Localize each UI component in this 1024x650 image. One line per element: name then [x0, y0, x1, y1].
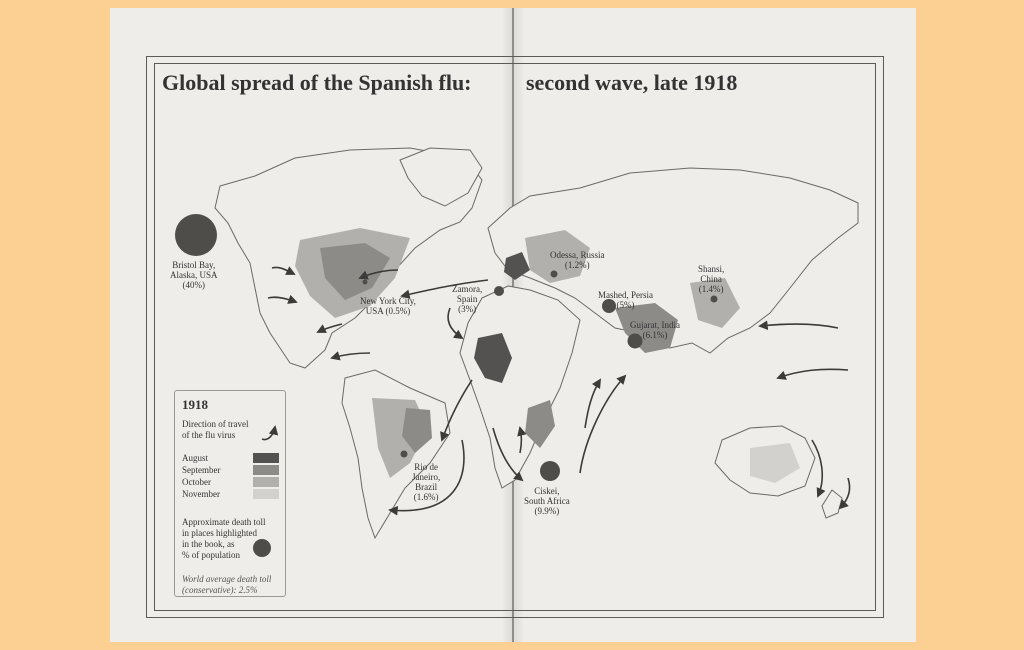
label-odessa: Odessa, Russia (1.2%)	[550, 250, 605, 270]
land-new-zealand	[822, 490, 842, 518]
arrow-to-madagascar	[585, 380, 600, 428]
map-legend	[174, 390, 286, 597]
landmasses	[215, 148, 858, 538]
legend-death-toll-dot	[253, 539, 271, 557]
arrow-to-india	[580, 376, 625, 473]
marker-new-york	[363, 280, 368, 285]
marker-odessa	[551, 271, 558, 278]
map-title-right: second wave, late 1918	[526, 70, 738, 95]
label-shansi: Shansi, China (1.4%)	[698, 264, 725, 294]
arrow-to-caribbean	[332, 353, 370, 358]
legend-month-november: November	[182, 489, 220, 499]
legend-swatch-august	[253, 453, 279, 463]
marker-ciskei	[540, 461, 560, 481]
legend-month-august: August	[182, 453, 209, 463]
legend-year: 1918	[182, 397, 208, 412]
marker-rio	[401, 451, 408, 458]
legend-swatch-november	[253, 489, 279, 499]
marker-shansi	[711, 296, 718, 303]
label-bristol-bay: Bristol Bay, Alaska, USA (40%)	[170, 260, 218, 290]
legend-world-average: World average death toll (conservative): 2.5%	[182, 574, 272, 595]
legend-swatch-october	[253, 477, 279, 487]
marker-bristol-bay	[175, 214, 217, 256]
legend-month-october: October	[182, 477, 211, 487]
arrow-to-southeast-asia	[778, 369, 848, 378]
legend-arrow-icon	[259, 421, 281, 443]
legend-direction-text: Direction of travel of the flu virus	[182, 419, 249, 440]
label-zamora: Zamora, Spain (3%)	[452, 284, 483, 314]
arrow-to-australia	[812, 440, 822, 496]
label-mashed: Mashed, Persia (5%)	[598, 290, 653, 310]
legend-death-toll-text: Approximate death toll in places highlighted in the book, as % of population	[182, 517, 266, 560]
label-ciskei: Ciskei, South Africa (9.9%)	[524, 486, 570, 516]
map-title-left: Global spread of the Spanish flu:	[162, 70, 472, 95]
label-rio: Rio de Janeiro, Brazil (1.6%)	[412, 462, 441, 502]
legend-month-september: September	[182, 465, 221, 475]
arrow-to-new-zealand	[840, 478, 850, 508]
marker-zamora	[494, 286, 504, 296]
legend-swatch-september	[253, 465, 279, 475]
land-africa	[460, 286, 580, 488]
arrow-to-japan	[760, 324, 838, 328]
book-spread	[110, 8, 916, 642]
label-gujarat: Gujarat, India (6.1%)	[630, 320, 680, 340]
label-new-york: New York City, USA (0.5%)	[360, 296, 416, 316]
